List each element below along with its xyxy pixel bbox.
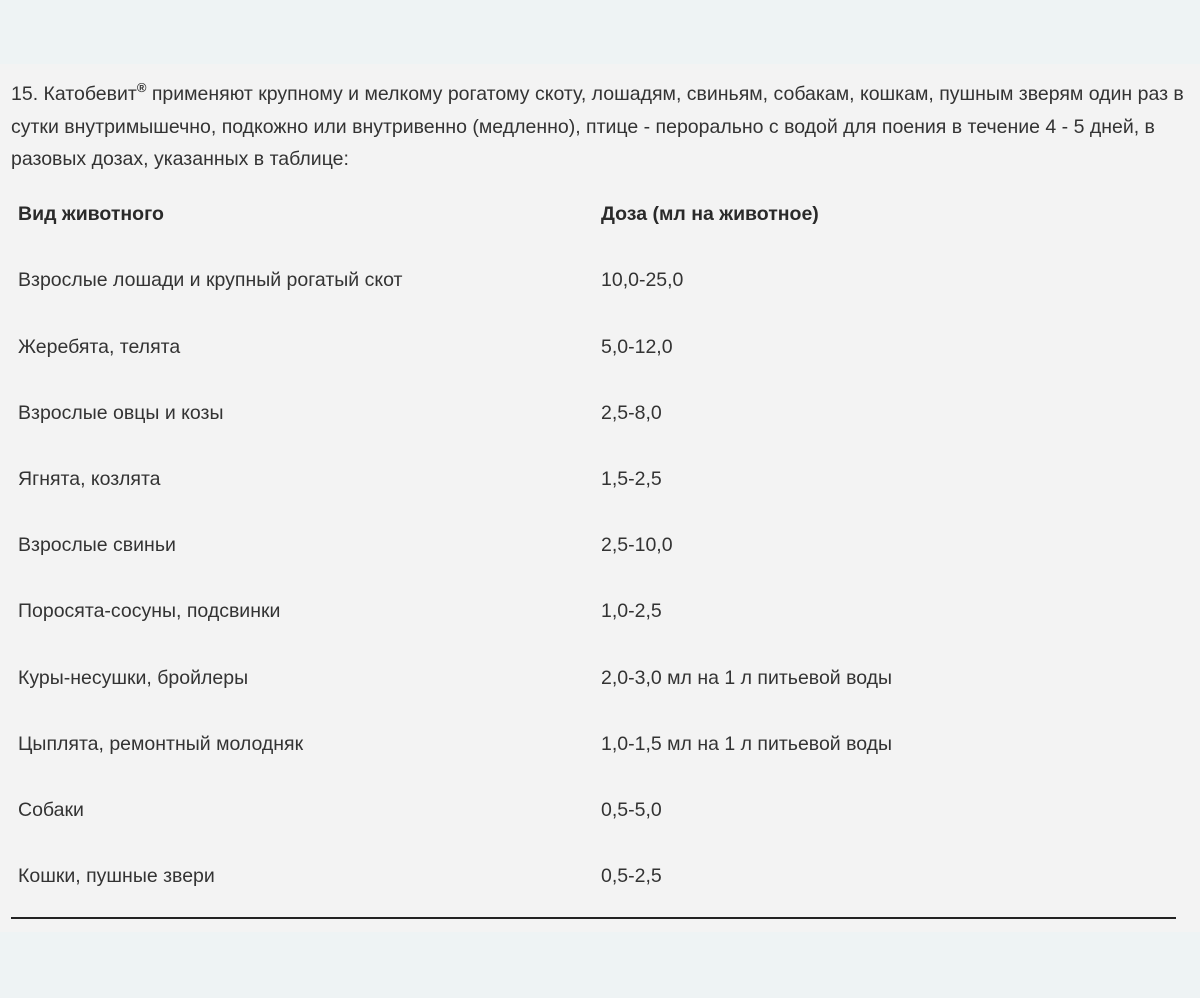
table-row: [18, 332, 1178, 362]
animal-cell: Взрослые овцы и козы: [18, 402, 224, 424]
table-row: [18, 596, 1178, 626]
intro-lead: 15. Катобевит: [11, 83, 137, 105]
animal-cell: Ягнята, козлята: [18, 468, 161, 490]
table-row: [18, 795, 1178, 825]
header-animal-type: Вид животного: [18, 203, 164, 225]
table-header-row: [18, 199, 1178, 229]
header-dose: Доза (мл на животное): [601, 203, 819, 225]
table-row: [18, 398, 1178, 428]
intro-paragraph: [11, 78, 1191, 176]
dose-cell: 2,0-3,0 мл на 1 л питьевой воды: [601, 667, 893, 689]
dose-cell: 2,5-8,0: [601, 402, 662, 424]
table-row: [18, 464, 1178, 494]
table-row: [18, 663, 1178, 693]
bottom-divider: [11, 917, 1176, 919]
intro-body: применяют крупному и мелкому рогатому скоту, лошадям, свиньям, собакам, кошкам, пушным зверям один раз в сутки внутримышечно, подкожно или внутривенно (медленно), птице - перорально с водой для поения в течение 4 - 5 дней, в разовых дозах, указанных в таблице:: [11, 83, 1184, 170]
table-row: [18, 861, 1178, 891]
table-row: [18, 265, 1178, 295]
registered-mark: ®: [136, 80, 147, 95]
dose-cell: 0,5-5,0: [601, 799, 662, 821]
animal-cell: Взрослые свиньи: [18, 534, 176, 556]
animal-cell: Поросята-сосуны, подсвинки: [18, 600, 281, 622]
dose-cell: 1,0-1,5 мл на 1 л питьевой воды: [601, 733, 893, 755]
animal-cell: Куры-несушки, бройлеры: [18, 667, 249, 689]
dose-cell: 5,0-12,0: [601, 336, 673, 358]
animal-cell: Жеребята, телята: [18, 336, 181, 358]
dose-cell: 1,0-2,5: [601, 600, 662, 622]
dose-cell: 1,5-2,5: [601, 468, 662, 490]
table-row: [18, 729, 1178, 759]
dose-cell: 0,5-2,5: [601, 865, 662, 887]
dose-cell: 10,0-25,0: [601, 269, 684, 291]
animal-cell: Кошки, пушные звери: [18, 865, 215, 887]
animal-cell: Собаки: [18, 799, 84, 821]
animal-cell: Взрослые лошади и крупный рогатый скот: [18, 269, 403, 291]
table-row: [18, 530, 1178, 560]
dose-cell: 2,5-10,0: [601, 534, 673, 556]
animal-cell: Цыплята, ремонтный молодняк: [18, 733, 304, 755]
